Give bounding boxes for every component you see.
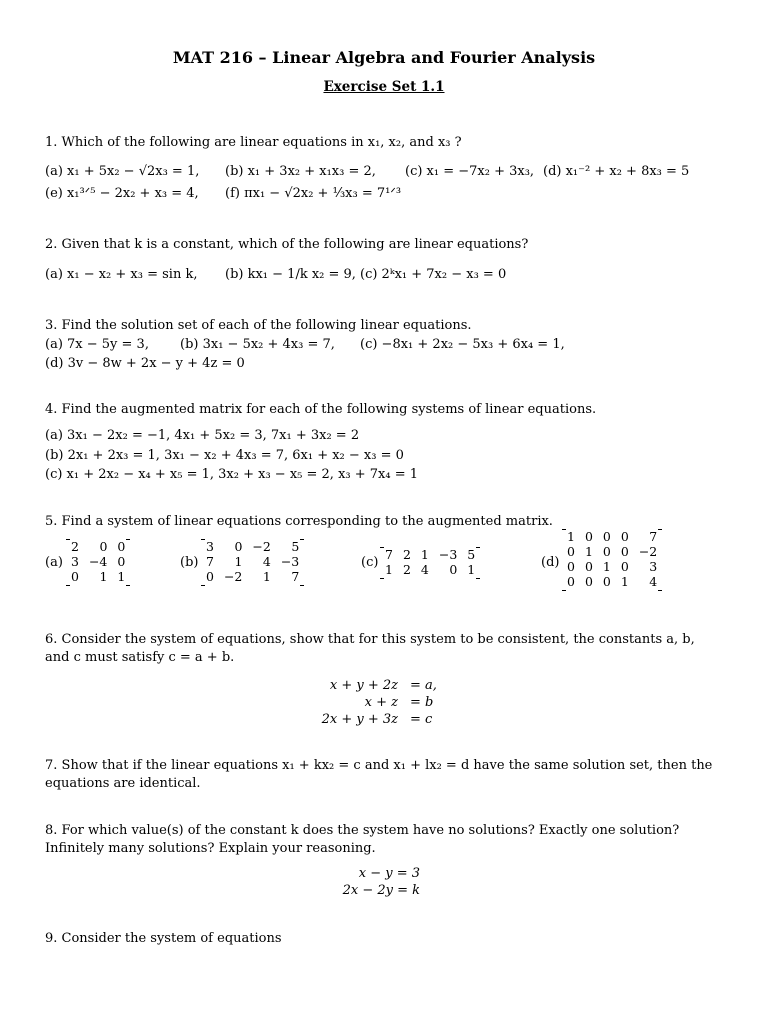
q1-option-c: (c) x₁ = −7x₂ + 3x₃, [405,164,535,179]
matrix-row [66,554,130,569]
matrix-cell: 2 [71,539,79,554]
matrix-cell: 0 [620,544,629,559]
matrix-cell: 1 [620,574,629,589]
matrix-cell: 0 [602,574,611,589]
matrix-cell: 5 [467,547,476,562]
q6-eq-2: x + z = b [364,695,434,710]
matrix-cell: 0 [449,562,458,577]
q5-label-b: (b) [180,555,199,570]
matrix-row [562,559,662,574]
question-3-prompt: 3. Find the solution set of each of the following linear equations. [45,318,472,333]
matrix-row [562,529,662,544]
matrix-cell: 0 [620,559,629,574]
q8-eq-1: x − y = 3 [358,866,420,881]
q4-option-b: (b) 2x₁ + 2x₃ = 1, 3x₁ − x₂ + 4x₃ = 7, 6x₁ + x₂ − x₃ = 0 [45,448,404,463]
matrix-row [201,569,304,584]
matrix-cell: 0 [602,529,611,544]
matrix-cell: 0 [584,529,593,544]
matrix-cell: 1 [117,569,126,584]
q4-option-c: (c) x₁ + 2x₂ − x₄ + x₅ = 1, 3x₂ + x₃ − x₅ = 2, x₃ + 7x₄ = 1 [45,467,419,482]
matrix-bracket [201,539,304,584]
q5-label-d: (d) [541,555,560,570]
matrix-cell: −2 [252,539,271,554]
question-7-prompt: 7. Show that if the linear equations x₁ + kx₂ = c and x₁ + lx₂ = d have the same solution set, then the equations are identical. [45,758,713,791]
matrix-cell: 1 [385,562,393,577]
matrix-cell: 7 [649,529,658,544]
matrix-cell: 3 [206,539,214,554]
matrix-cell: 1 [584,544,593,559]
q5-label-c: (c) [361,555,379,570]
matrix-cell: 1 [567,529,575,544]
matrix-cell: 0 [117,539,126,554]
q8-eq-2: 2x − 2y = k [342,883,420,898]
matrix-cell: −3 [438,547,458,562]
q3-option-c: (c) −8x₁ + 2x₂ − 5x₃ + 6x₄ = 1, [360,337,565,352]
matrix-cell: 0 [117,554,126,569]
matrix-cell: 1 [420,547,429,562]
matrix-cell: 0 [620,529,629,544]
matrix-cell: 4 [262,554,271,569]
q5-matrix-b [201,539,304,587]
matrix-cell: 0 [71,569,79,584]
matrix-cell: 4 [649,574,658,589]
matrix-cell: 1 [262,569,271,584]
q1-option-d: (d) x₁⁻² + x₂ + 8x₃ = 5 [543,164,690,179]
q2-option-a: (a) x₁ − x₂ + x₃ = sin k, [45,267,198,282]
matrix-row [201,554,304,569]
matrix-cell: 7 [291,569,300,584]
matrix-cell: 0 [584,559,593,574]
matrix-row [562,544,662,559]
matrix-cell: −3 [280,554,300,569]
matrix-cell: −2 [223,569,243,584]
page-subtitle: Exercise Set 1.1 [323,79,445,95]
question-4-prompt: 4. Find the augmented matrix for each of the following systems of linear equations. [45,402,597,417]
matrix-row [66,539,130,554]
q5-matrix-a [66,539,130,587]
matrix-cell: 0 [567,544,575,559]
matrix-cell: 2 [402,547,411,562]
q3-option-b: (b) 3x₁ − 5x₂ + 4x₃ = 7, [180,337,335,352]
q8-system [320,865,420,899]
q3-option-a: (a) 7x − 5y = 3, [45,337,149,352]
matrix-cell: 3 [649,559,658,574]
q1-option-e: (e) x₁³ᐟ⁵ − 2x₂ + x₃ = 4, [45,186,199,201]
matrix-cell: 0 [99,539,108,554]
matrix-cell: 0 [206,569,214,584]
matrix-cell: 1 [467,562,476,577]
matrix-cell: 1 [99,569,108,584]
q6-system [310,677,437,728]
q2-option-c: (c) 2ᵏx₁ + 7x₂ − x₃ = 0 [360,267,507,282]
page-title: MAT 216 – Linear Algebra and Fourier Analysis [172,48,596,67]
question-1-prompt: 1. Which of the following are linear equations in x₁, x₂, and x₃ ? [45,135,462,150]
matrix-row [380,562,480,577]
matrix-cell: 2 [402,562,411,577]
matrix-bracket [380,547,480,577]
q4-option-a: (a) 3x₁ − 2x₂ = −1, 4x₁ + 5x₂ = 3, 7x₁ + 3x₂ = 2 [45,428,360,443]
q2-option-b: (b) kx₁ − 1/k x₂ = 9, [225,267,356,282]
question-6-prompt: 6. Consider the system of equations, show that for this system to be consistent, the constants a, b, and c must satisfy c = a + b. [45,632,695,665]
q5-matrix-c [380,547,480,580]
question-9-prompt: 9. Consider the system of equations [45,931,282,946]
matrix-cell: 1 [602,559,611,574]
matrix-cell: 4 [420,562,429,577]
matrix-row [201,539,304,554]
matrix-cell: −4 [88,554,108,569]
q5-matrix-d [562,529,662,592]
matrix-cell: 0 [584,574,593,589]
matrix-cell: 1 [234,554,243,569]
q5-label-a: (a) [45,555,63,570]
question-8-prompt: 8. For which value(s) of the constant k does the system have no solutions? Exactly one solution? Infinitely many solutions? Explain your reasoning. [45,823,680,856]
matrix-cell: 7 [385,547,393,562]
matrix-cell: 0 [567,559,575,574]
matrix-cell: 0 [567,574,575,589]
matrix-bracket [562,529,662,589]
question-2-prompt: 2. Given that k is a constant, which of the following are linear equations? [45,237,529,252]
matrix-cell: 0 [602,544,611,559]
matrix-cell: 5 [291,539,300,554]
matrix-bracket [66,539,130,584]
matrix-cell: 3 [71,554,79,569]
matrix-row [562,574,662,589]
matrix-row [66,569,130,584]
q1-option-b: (b) x₁ + 3x₂ + x₁x₃ = 2, [225,164,376,179]
q3-option-d: (d) 3v − 8w + 2x − y + 4z = 0 [45,356,245,371]
matrix-cell: 7 [206,554,214,569]
matrix-cell: 0 [234,539,243,554]
q6-eq-3: 2x + y + 3z = c [321,712,433,727]
q6-eq-1: x + y + 2z = a, [329,678,437,693]
q1-option-f: (f) πx₁ − √2x₂ + ⅓x₃ = 7¹ᐟ³ [225,186,402,201]
matrix-cell: −2 [638,544,658,559]
question-5-prompt: 5. Find a system of linear equations corresponding to the augmented matrix. [45,514,553,529]
matrix-row [380,547,480,562]
q1-option-a: (a) x₁ + 5x₂ − √2x₃ = 1, [45,164,200,179]
